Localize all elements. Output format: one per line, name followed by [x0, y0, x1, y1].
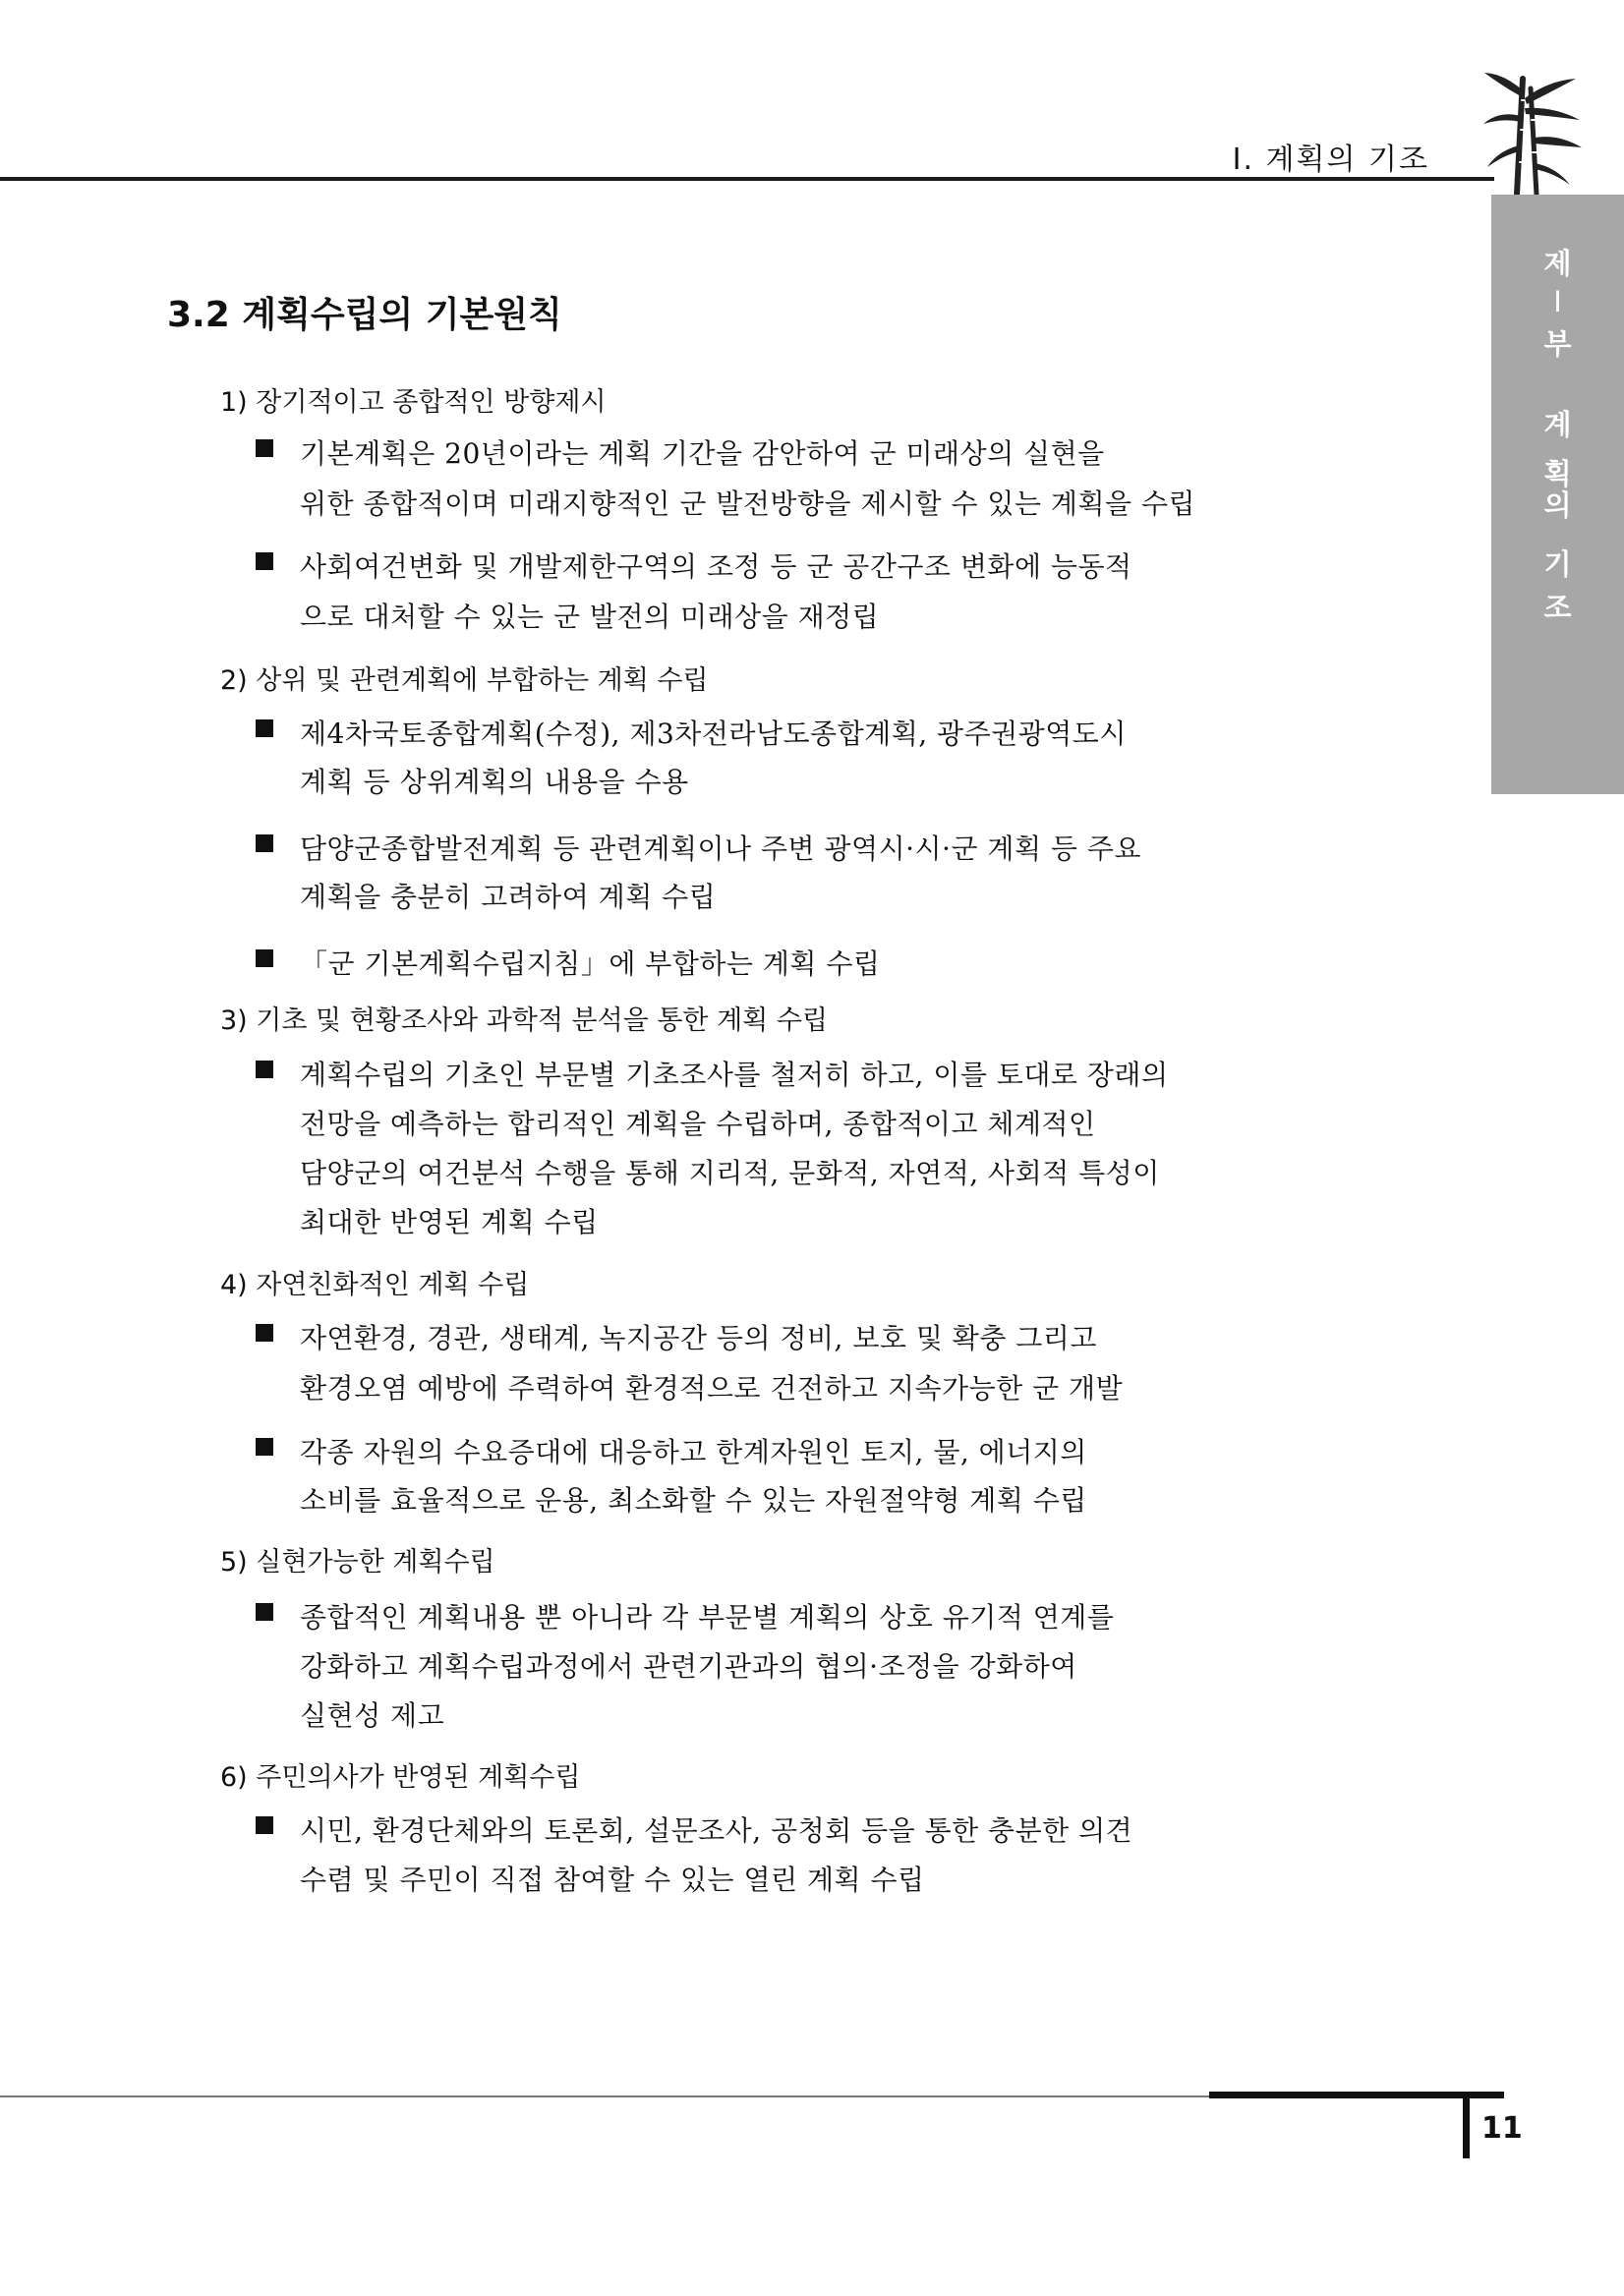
- bullet-text-line: 전망을 예측하는 합리적인 계획을 수립하며, 종합적이고 체계적인: [300, 1108, 1096, 1140]
- bullet-square-icon: [256, 439, 273, 457]
- bullet-text-line: 강화하고 계획수립과정에서 관련기관과의 협의·조정을 강화하여: [300, 1650, 1077, 1683]
- bamboo-icon: [1479, 69, 1588, 197]
- bullet-text-line: 계획 등 상위계획의 내용을 수용: [300, 766, 689, 798]
- bullet-square-icon: [256, 1324, 273, 1342]
- footer-rule-accent: [1209, 2092, 1504, 2098]
- item-heading: 4) 자연친화적인 계획 수립: [220, 1270, 530, 1300]
- bullet-square-icon: [256, 552, 273, 570]
- bullet-text-line: 각종 자원의 수요증대에 대응하고 한계자원인 토지, 물, 에너지의: [300, 1436, 1087, 1468]
- item-heading: 3) 기초 및 현황조사와 과학적 분석을 통한 계획 수립: [220, 1005, 829, 1036]
- item-heading: 5) 실현가능한 계획수립: [220, 1547, 495, 1578]
- side-tab-char: 기: [1543, 547, 1572, 581]
- side-tab-char: 부: [1543, 327, 1572, 361]
- bullet-text-line: 담양군의 여건분석 수행을 통해 지리적, 문화적, 자연적, 사회적 특성이: [300, 1157, 1160, 1189]
- bullet-square-icon: [256, 719, 273, 737]
- item-heading: 1) 장기적이고 종합적인 방향제시: [220, 387, 607, 418]
- bullet-square-icon: [256, 1061, 273, 1078]
- bullet-text-line: 제4차국토종합계획(수정), 제3차전라남도종합계획, 광주권광역도시: [300, 718, 1127, 750]
- chapter-title: Ⅰ. 계획의 기조: [1232, 143, 1429, 177]
- bullet-text-line: 소비를 효율적으로 운용, 최소화할 수 있는 자원절약형 계획 수립: [300, 1484, 1087, 1517]
- header-rule: [0, 177, 1494, 181]
- item-heading: 2) 상위 및 관련계획에 부합하는 계획 수립: [220, 665, 709, 696]
- footer-rule: [0, 2095, 1209, 2097]
- side-tab-char: 제: [1543, 247, 1572, 280]
- bullet-text-line: 환경오염 예방에 주력하여 환경적으로 건전하고 지속가능한 군 개발: [300, 1372, 1124, 1405]
- bullet-text-line: 위한 종합적이며 미래지향적인 군 발전방향을 제시할 수 있는 계획을 수립: [300, 488, 1196, 520]
- bullet-text-line: 자연환경, 경관, 생태계, 녹지공간 등의 정비, 보호 및 확충 그리고: [300, 1322, 1097, 1354]
- bullet-text-line: 사회여건변화 및 개발제한구역의 조정 등 군 공간구조 변화에 능동적: [300, 550, 1132, 583]
- bullet-text-line: 계획을 충분히 고려하여 계획 수립: [300, 881, 717, 913]
- side-tab-char: 계: [1543, 408, 1572, 441]
- bullet-text-line: 「군 기본계획수립지침」에 부합하는 계획 수립: [300, 947, 881, 980]
- side-tab-char: Ⅰ: [1553, 285, 1562, 318]
- bullet-text-line: 종합적인 계획내용 뿐 아니라 각 부문별 계획의 상호 유기적 연계를: [300, 1601, 1115, 1634]
- side-tab-char: 획: [1543, 457, 1572, 490]
- bullet-text-line: 시민, 환경단체와의 토론회, 설문조사, 공청회 등을 통한 충분한 의견: [300, 1814, 1133, 1847]
- page-number: 11: [1481, 2111, 1523, 2146]
- bullet-text-line: 계획수립의 기초인 부문별 기초조사를 철저히 하고, 이를 토대로 장래의: [300, 1059, 1169, 1091]
- side-tab: [1491, 195, 1624, 794]
- page-number-divider: [1463, 2092, 1470, 2158]
- bullet-text-line: 수렴 및 주민이 직접 참여할 수 있는 열린 계획 수립: [300, 1864, 925, 1896]
- side-tab-char: 조: [1543, 591, 1572, 624]
- bullet-text-line: 으로 대처할 수 있는 군 발전의 미래상을 재정립: [300, 601, 880, 633]
- bullet-text-line: 담양군종합발전계획 등 관련계획이나 주변 광역시·시·군 계획 등 주요: [300, 832, 1141, 865]
- bullet-square-icon: [256, 834, 273, 852]
- bullet-square-icon: [256, 949, 273, 967]
- bullet-text-line: 기본계획은 20년이라는 계획 기간을 감안하여 군 미래상의 실현을: [300, 437, 1105, 470]
- bullet-text-line: 최대한 반영된 계획 수립: [300, 1206, 599, 1238]
- section-title: 3.2 계획수립의 기본원칙: [167, 295, 562, 335]
- bullet-text-line: 실현성 제고: [300, 1699, 445, 1732]
- bullet-square-icon: [256, 1603, 273, 1621]
- bullet-square-icon: [256, 1438, 273, 1456]
- side-tab-char: 의: [1543, 488, 1572, 522]
- item-heading: 6) 주민의사가 반영된 계획수립: [220, 1762, 581, 1793]
- bullet-square-icon: [256, 1816, 273, 1834]
